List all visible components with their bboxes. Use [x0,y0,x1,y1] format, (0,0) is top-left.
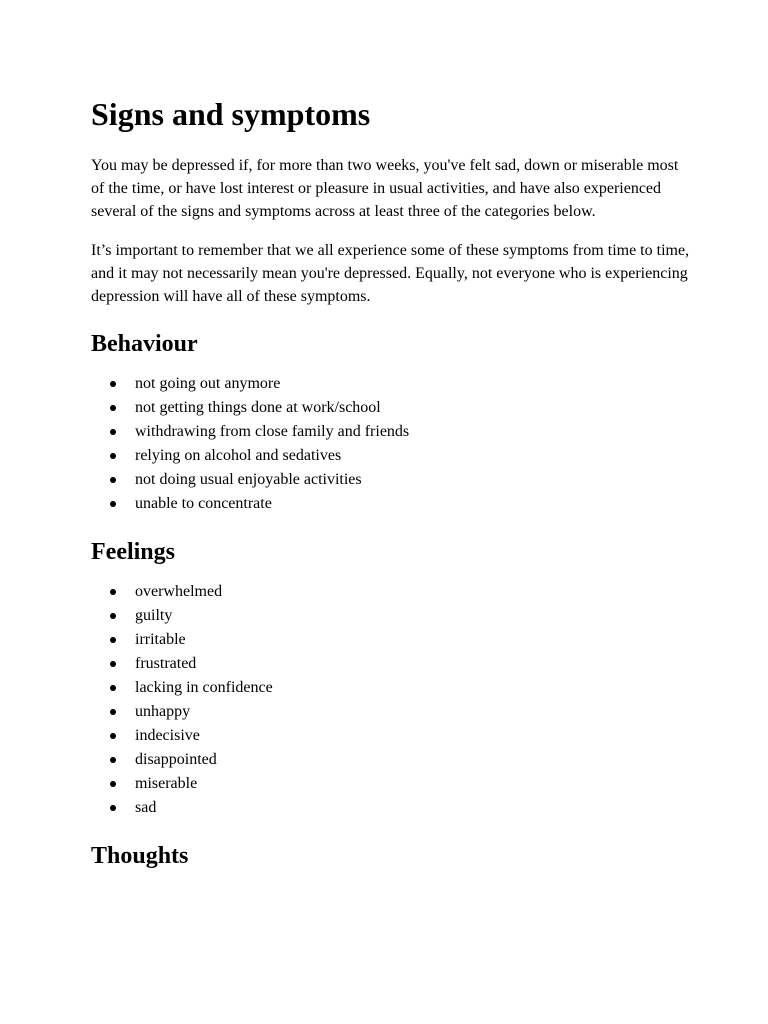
list-item: not getting things done at work/school [135,396,691,420]
list-item: overwhelmed [135,580,691,604]
section-heading-thoughts: Thoughts [91,843,189,869]
list-item: not going out anymore [135,372,691,396]
list-item: not doing usual enjoyable activities [135,468,691,492]
list-item: miserable [135,772,691,796]
list-item: unable to concentrate [135,492,691,516]
document-page [91,92,691,884]
list-item: withdrawing from close family and friends [135,420,691,444]
section-heading-feelings: Feelings [91,539,175,565]
list-item: disappointed [135,748,691,772]
behaviour-list [91,372,691,516]
list-item: guilty [135,604,691,628]
list-item: indecisive [135,724,691,748]
note-paragraph: It’s important to remember that we all experience some of these symptoms from time to time, and it may not necessarily mean you're depressed. Equally, not everyone who is experiencing depression will have all of these symptoms. [91,242,690,305]
list-item: unhappy [135,700,691,724]
list-item: relying on alcohol and sedatives [135,444,691,468]
list-item: irritable [135,628,691,652]
feelings-list [91,580,691,820]
list-item: frustrated [135,652,691,676]
list-item: sad [135,796,691,820]
page-title: Signs and symptoms [91,96,371,132]
list-item: lacking in confidence [135,676,691,700]
section-heading-behaviour: Behaviour [91,331,198,357]
intro-paragraph: You may be depressed if, for more than two weeks, you've felt sad, down or miserable most of the time, or have lost interest or pleasure in usual activities, and have also experienced several of the signs and symptoms across at least three of the categories below. [91,157,679,220]
